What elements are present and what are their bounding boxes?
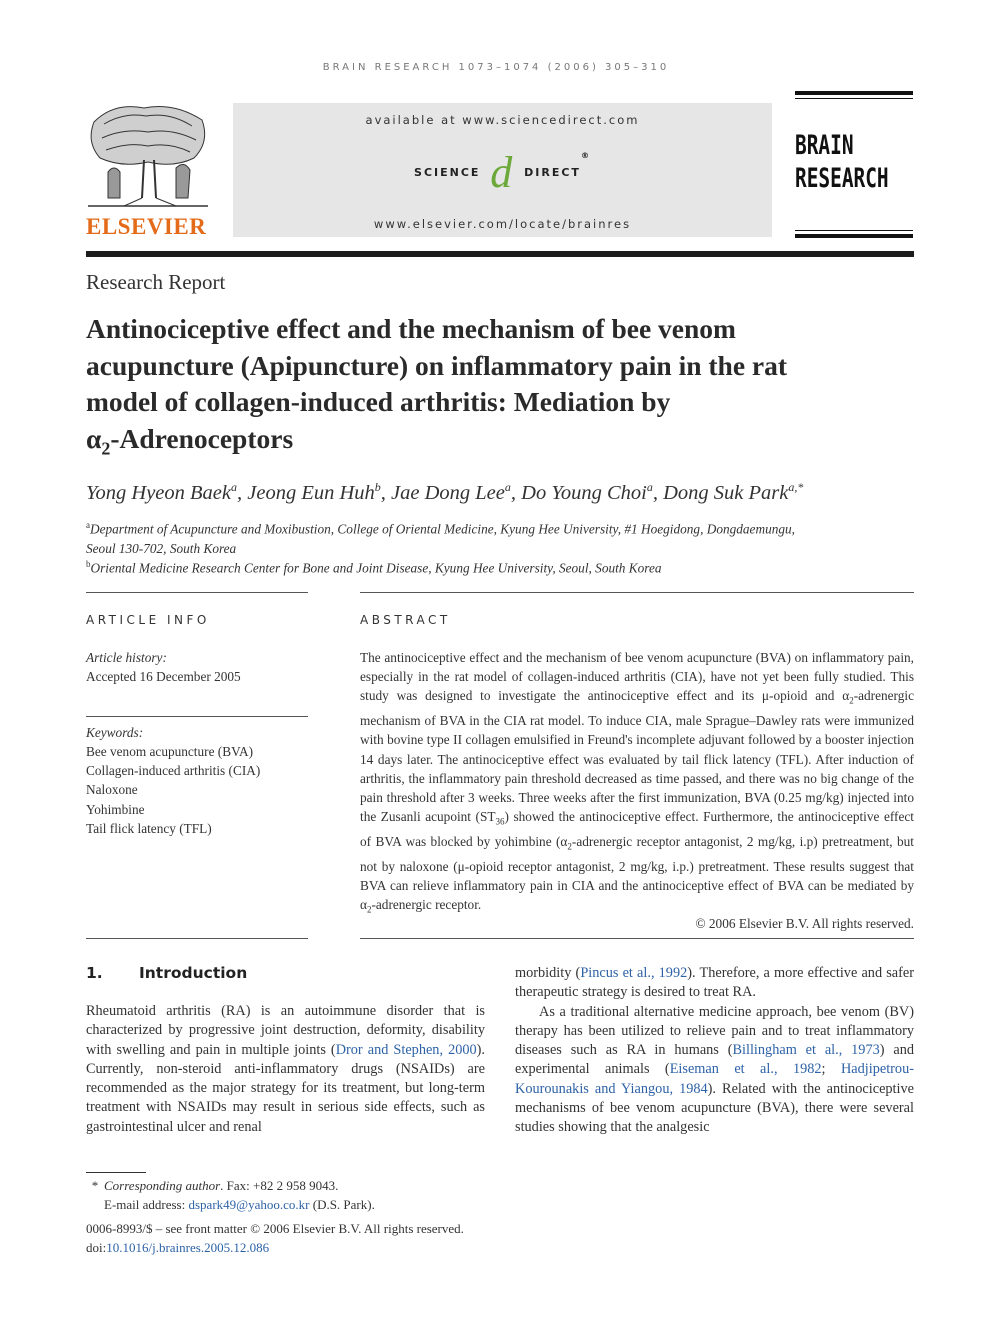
email-owner: (D.S. Park). <box>309 1196 375 1212</box>
keyword: Yohimbine <box>86 801 145 817</box>
citation-link[interactable]: Billingham et al., 1973 <box>732 1042 880 1059</box>
abstract-heading: ABSTRACT <box>360 613 451 627</box>
abstract-text: -adrenergic mechanism of BVA in the CIA rat model. To induce CIA, male Sprague–Dawley rats were immunized with bovine type II collagen emulsified in Freund's incomplete adjuvant followed by a booster injection 14 days later. The antinociceptive effect was evaluated by tail flick latency (TFL). After induction of arthritis, the inflammatory pain threshold decreased as time passed, and there was no big change of the pain threshold after 3 weeks. Three weeks after the first immunization, BVA (0.25 mg/kg) injected into the Zusanli acupoint (ST <box>360 688 914 825</box>
subscript: 2 <box>101 438 111 458</box>
mu-symbol: μ <box>457 859 465 874</box>
keywords-label: Keywords: <box>86 725 144 740</box>
paragraph <box>515 1003 914 1138</box>
footnote-fax: . Fax: +82 2 958 9043. <box>220 1178 339 1193</box>
logo-line-1: BRAIN <box>795 130 854 161</box>
author-affiliation-marker: b <box>374 480 381 494</box>
keyword: Tail flick latency (TFL) <box>86 820 212 836</box>
abstract-text: -opioid receptor antagonist, 2 mg/kg, i.p.) pretreatment. These results suggest that BVA can relieve inflammatory pain in CIA and the antinociceptive effect of BVA can be mediated by <box>360 859 914 894</box>
divider <box>360 938 914 939</box>
affiliation-text: Oriental Medicine Research Center for Bone and Joint Disease, Kyung Hee University, Seoul, South Korea <box>90 560 662 576</box>
affiliation-marker: b <box>86 559 91 569</box>
body-text: Rheumatoid arthritis (RA) is an autoimmune disorder that is characterized by progressive joint destruction, deformity, disability with swelling and pain in multiple joints ( <box>86 1003 485 1058</box>
mu-symbol: μ <box>761 688 770 704</box>
paragraph <box>515 964 914 1003</box>
author-name[interactable]: Jae Dong Lee <box>391 481 505 504</box>
logo-bottom-thin-rule <box>795 230 913 231</box>
banner-availability: available at www.sciencedirect.com <box>365 113 640 127</box>
front-matter <box>86 1220 464 1257</box>
body-text: ) and experimental animals ( <box>515 1042 915 1078</box>
abstract-text: -adrenergic receptor. <box>371 897 482 913</box>
author-affiliation-marker: a <box>504 480 511 494</box>
footnote-line <box>86 1196 375 1215</box>
title-line-4 <box>86 421 916 467</box>
email-label: E-mail address: <box>104 1196 189 1212</box>
divider <box>360 592 914 593</box>
doi-line <box>86 1239 464 1258</box>
footnote-rule <box>86 1172 146 1173</box>
issn-line: 0006-8993/$ – see front matter © 2006 Elsevier B.V. All rights reserved. <box>86 1221 464 1236</box>
logo-line-2: RESEARCH <box>795 163 889 194</box>
subscript: 2 <box>849 696 854 707</box>
sd-d-mark-icon: d <box>490 148 515 197</box>
body-text: ). Currently, non-steroid anti-inflammatory drugs (NSAIDs) are recommended as the major strategy for its treatment, but long-term treatment with NSAIDs may result in serious side effects, such as gastrointestinal ulcer and renal <box>86 1041 486 1135</box>
elsevier-tree-icon <box>84 102 212 212</box>
keyword: Naloxone <box>86 782 138 798</box>
article-history-label: Article history: <box>86 650 167 665</box>
footnote-line <box>86 1177 375 1196</box>
corresponding-author-footnote <box>86 1177 375 1214</box>
abstract-text: ) showed the antinociceptive effect. Furthermore, the antinociceptive effect of BVA was blocked by yohimbine ( <box>360 809 914 850</box>
abstract-text: The antinociceptive effect and the mechanism of bee venom acupuncture (BVA) on inflammatory pain, especially in the rat model of collagen-induced arthritis (CIA), have not yet been fully studied. This study was designed to investigate the antinociceptive effect and its <box>360 650 914 704</box>
author-name[interactable]: Jeong Eun Huh <box>247 481 375 504</box>
journal-citation-line: BRAIN RESEARCH 1073–1074 (2006) 305–310 <box>322 62 670 73</box>
logo-top-thin-rule <box>795 98 913 99</box>
section-title: Introduction <box>139 964 248 982</box>
logo-top-rule <box>795 91 913 95</box>
doi-link[interactable]: 10.1016/j.brainres.2005.12.086 <box>106 1239 270 1255</box>
divider <box>86 592 308 593</box>
body-text: morbidity ( <box>515 965 581 981</box>
sd-registered-mark: ® <box>580 151 591 160</box>
email-link[interactable]: dspark49@yahoo.co.kr <box>188 1196 310 1212</box>
abstract-body <box>360 648 914 920</box>
subscript: 36 <box>495 816 505 827</box>
keyword: Bee venom acupuncture (BVA) <box>86 744 254 759</box>
citation-link[interactable]: Hadjipetrou-Kourounakis and Yiangou, 1984 <box>515 1061 914 1097</box>
article-info-heading: ARTICLE INFO <box>86 613 210 627</box>
divider <box>86 938 308 939</box>
abstract-text: -opioid and <box>769 688 843 704</box>
banner-journal-url[interactable]: www.elsevier.com/locate/brainres <box>373 217 632 231</box>
subscript: 2 <box>567 841 572 852</box>
section-type: Research Report <box>86 270 226 294</box>
header-rule <box>86 251 914 257</box>
sciencedirect-banner <box>233 103 772 237</box>
author-list <box>86 480 803 505</box>
body-column-right <box>515 964 914 1138</box>
abstract-copyright: © 2006 Elsevier B.V. All rights reserved. <box>695 916 914 931</box>
affiliation-text: Department of Acupuncture and Moxibustion, College of Oriental Medicine, Kyung Hee University, #1 Hoegidong, Dongdaemungu, <box>90 521 795 537</box>
article-history-value: Accepted 16 December 2005 <box>86 669 241 684</box>
abstract-text: -adrenergic receptor antagonist, 2 mg/kg, i.p) pretreatment, but not by naloxone ( <box>360 834 914 874</box>
keyword: Collagen-induced arthritis (CIA) <box>86 763 261 779</box>
body-text: ). Related with the antinociceptive mechanisms of bee venom acupuncture (BVA), there were several studies showing that the analgesic <box>515 1080 914 1136</box>
brain-research-wordmark <box>795 129 889 195</box>
elsevier-logo <box>84 102 214 242</box>
brain-research-logo <box>795 91 913 239</box>
logo-bottom-rule <box>795 234 913 238</box>
author-name[interactable]: Yong Hyeon Baek <box>86 481 231 504</box>
divider <box>86 716 308 717</box>
author-name[interactable]: Dong Suk Park <box>663 481 789 504</box>
body-column-left <box>86 1002 485 1137</box>
body-text: As a traditional alternative medicine approach, bee venom (BV) therapy has been utilized to relieve pain and to treat inflammatory diseases such as RA in humans ( <box>515 1003 914 1059</box>
sd-logo-right: DIRECT <box>524 166 581 179</box>
author-separator: , <box>380 481 392 504</box>
author-separator: , <box>237 481 248 504</box>
title-line-2: acupuncture (Apipuncture) on inflammatory pain in the rat <box>86 349 788 381</box>
citation-link[interactable]: Eiseman et al., 1982 <box>669 1061 822 1078</box>
author-separator: , <box>652 481 664 504</box>
article-title <box>86 311 916 467</box>
title-line-1: Antinociceptive effect and the mechanism of bee venom <box>86 313 736 344</box>
alpha-symbol: α <box>86 422 102 454</box>
body-text: ; <box>821 1061 841 1078</box>
alpha-symbol: α <box>842 688 850 704</box>
footnote-label: Corresponding author <box>104 1178 221 1193</box>
elsevier-wordmark: ELSEVIER <box>86 214 207 239</box>
citation-link[interactable]: Pincus et al., 1992 <box>580 965 688 981</box>
alpha-symbol: α <box>560 834 568 850</box>
section-number: 1. <box>86 964 103 982</box>
alpha-symbol: α <box>360 897 367 913</box>
introduction-heading <box>86 964 247 982</box>
author-affiliation-marker: a <box>646 480 653 494</box>
affiliation-a <box>86 516 916 558</box>
title-line-3: model of collagen-induced arthritis: Mediation by <box>86 386 671 417</box>
title-line-4-text: -Adrenoceptors <box>110 422 294 454</box>
affiliation-marker: a <box>86 520 90 530</box>
doi-label: doi: <box>86 1239 107 1255</box>
author-affiliation-marker: a,* <box>788 480 804 494</box>
author-affiliation-marker: a <box>231 480 237 494</box>
sd-logo-left: SCIENCE <box>414 166 481 179</box>
keywords-list <box>86 742 260 838</box>
citation-link[interactable]: Dror and Stephen, 2000 <box>335 1041 477 1058</box>
affiliation-text-cont: Seoul 130-702, South Korea <box>86 540 237 556</box>
body-text: ). Therefore, a more effective and safer therapeutic strategy is desired to treat RA. <box>515 965 915 1001</box>
author-name[interactable]: Do Young Choi <box>521 481 647 504</box>
sciencedirect-logo <box>233 148 772 197</box>
footnote-marker: * <box>91 1178 99 1193</box>
affiliation-b <box>86 555 916 578</box>
subscript: 2 <box>366 905 372 916</box>
author-separator: , <box>510 481 522 504</box>
